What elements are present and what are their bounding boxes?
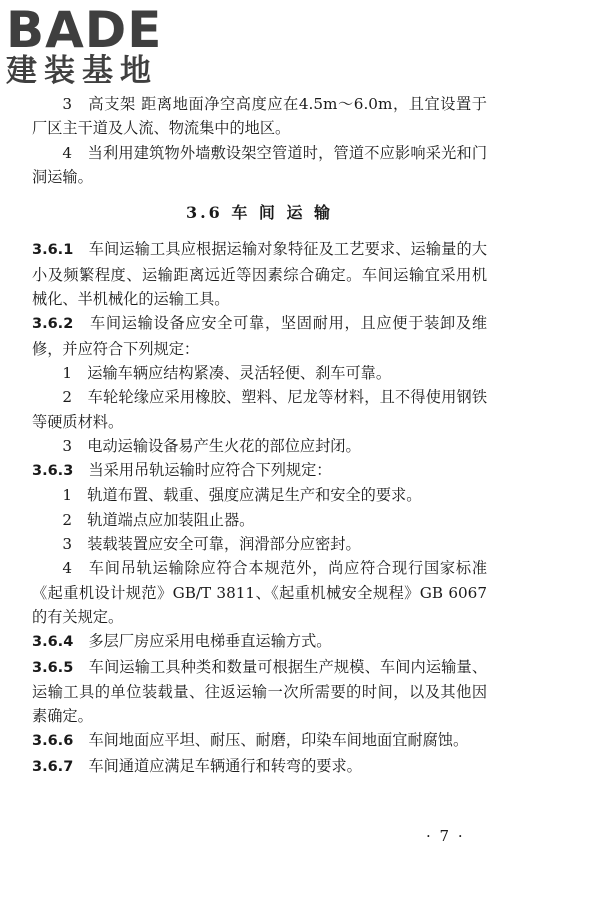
clause-text: 车间运输工具种类和数量可根据生产规模、车间内运输量、运输工具的单位装载量、往返运输一次所需要的时间，以及其他因素确定。 [32,657,488,726]
clause-text: 当采用吊轨运输时应符合下列规定： [88,461,332,480]
item-number: 1 [62,363,73,382]
logo-wordmark: BADE [6,1,163,59]
clause-3-6-6 [32,728,487,753]
clause-text: 车间运输设备应安全可靠，坚固耐用，且应便于装卸及维修，并应符合下列规定： [32,314,488,358]
clause-number: 3.6.7 [32,758,74,775]
item-number: 3 [62,535,73,554]
item-number: 4 [62,143,73,162]
list-item [32,556,487,629]
item-number: 2 [62,388,73,407]
page-number: · 7 · [426,827,465,845]
list-item [32,508,487,532]
clause-number: 3.6.4 [32,634,74,651]
list-item [32,385,487,434]
logo-subtitle: 建装基地 [6,53,158,89]
item-number: 4 [62,559,73,578]
item-text: 高支架 距离地面净空高度应在4.5m～6.0m，且宜设置于厂区主干道及人流、物流集中的地区。 [32,95,487,138]
clause-text: 车间地面应平坦、耐压、耐磨，印染车间地面宜耐腐蚀。 [88,731,469,750]
bade-logo [6,1,163,89]
clause-3-6-2 [32,311,487,361]
clause-number: 3.6.2 [32,316,74,333]
section-title: 3.6 车 间 运 输 [185,203,334,223]
clause-number: 3.6.6 [32,733,74,750]
item-number: 3 [62,95,73,113]
item-number: 3 [62,436,73,455]
item-text: 轨道端点应加装阻止器。 [87,510,255,529]
list-item [32,361,487,385]
item-text: 车间吊轨运输除应符合本规范外，尚应符合现行国家标准《起重机设计规范》GB/T 3811、《起重机械安全规程》GB 6067的有关规定。 [32,559,488,626]
list-item [32,434,487,458]
page-body [32,92,487,779]
list-item [32,483,487,507]
clause-number: 3.6.3 [32,463,74,480]
list-item [32,532,487,556]
item-text: 当利用建筑物外墙敷设架空管道时，管道不应影响采光和门洞运输。 [32,143,488,186]
item-text: 运输车辆应结构紧凑、灵活轻便、刹车可靠。 [87,363,391,382]
item-number: 2 [62,510,73,529]
item-text: 装载装置应安全可靠，润滑部分应密封。 [87,535,361,554]
clause-3-6-4 [32,629,487,654]
clause-text: 多层厂房应采用电梯垂直运输方式。 [88,632,332,651]
item-text: 轨道布置、载重、强度应满足生产和安全的要求。 [87,486,422,505]
list-item [32,141,487,190]
clause-text: 车间运输工具应根据运输对象特征及工艺要求、运输量的大小及频繁程度、运输距离远近等因素综合确定。车间运输宜采用机械化、半机械化的运输工具。 [32,240,488,309]
item-text: 车轮轮缘应采用橡胶、塑料、尼龙等材料，且不得使用钢铁等硬质材料。 [32,388,488,431]
clause-text: 车间通道应满足车辆通行和转弯的要求。 [88,756,362,775]
list-item [32,92,487,141]
clause-3-6-7 [32,754,487,779]
clause-number: 3.6.1 [32,242,74,259]
clause-3-6-5 [32,655,487,729]
item-number: 1 [62,486,73,505]
clause-3-6-3 [32,458,487,483]
clause-3-6-1 [32,237,487,311]
clause-number: 3.6.5 [32,659,74,676]
item-text: 电动运输设备易产生火花的部位应封闭。 [87,436,361,455]
